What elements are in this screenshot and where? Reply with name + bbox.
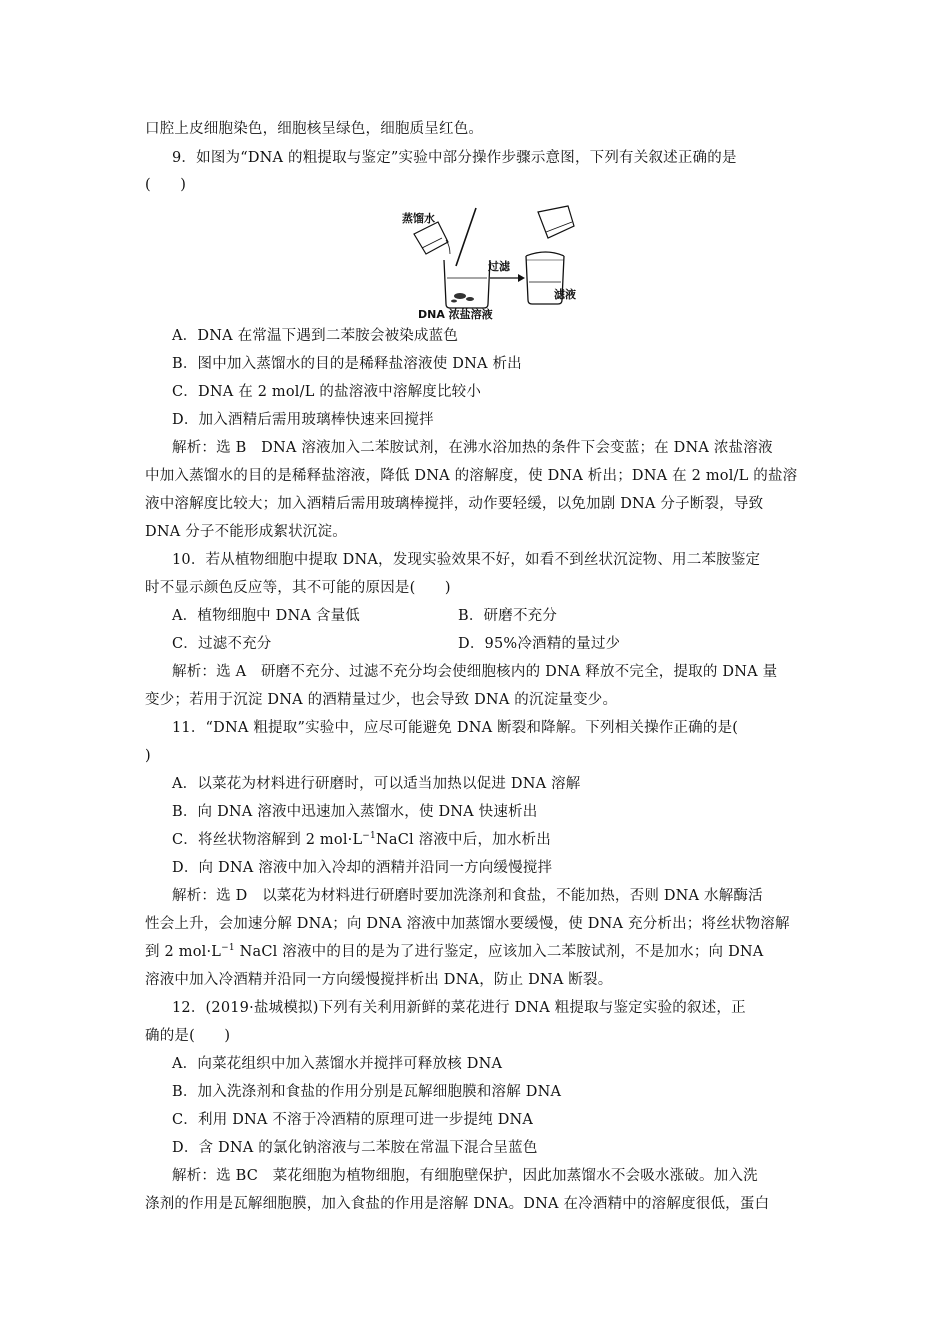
q12-option-a: A．向菜花组织中加入蒸馏水并搅拌可释放核 DNA <box>172 1056 503 1072</box>
q11-option-c-superscript: −1 <box>362 831 376 841</box>
figure-label-water: 蒸馏水 <box>402 212 435 225</box>
q11-analysis-line4: 溶液中加入冷酒精并沿同一方向缓慢搅拌析出 DNA，防止 DNA 断裂。 <box>145 972 613 988</box>
q11-analysis-line2: 性会上升，会加速分解 DNA；向 DNA 溶液中加蒸馏水要缓慢，使 DNA 充分析出；将丝状物溶解 <box>145 916 790 932</box>
q10-analysis-line1: 解析：选 A 研磨不充分、过滤不充分均会使细胞核内的 DNA 释放不完全，提取的 DNA 量 <box>172 664 778 680</box>
q9-stem-line1: 9．如图为“DNA 的粗提取与鉴定”实验中部分操作步骤示意图，下列有关叙述正确的是 <box>172 150 737 166</box>
q11-option-c <box>172 830 551 850</box>
q11-option-d: D．向 DNA 溶液中加入冷却的酒精并沿同一方向缓慢搅拌 <box>172 860 553 876</box>
figure-label-filtrate: 滤液 <box>554 288 576 301</box>
q10-option-b: B．研磨不充分 <box>458 608 558 624</box>
q12-stem-line2: 确的是( ) <box>145 1028 231 1044</box>
q9-analysis-line1: 解析：选 B DNA 溶液加入二苯胺试剂，在沸水浴加热的条件下会变蓝；在 DNA 浓盐溶液 <box>172 440 773 456</box>
intro-line: 口腔上皮细胞染色，细胞核呈绿色，细胞质呈红色。 <box>145 121 484 137</box>
q10-stem-line2: 时不显示颜色反应等，其不可能的原因是( ) <box>145 580 451 596</box>
q11-option-c-text-end: NaCl 溶液中后，加水析出 <box>375 832 551 848</box>
figure-label-filter: 过滤 <box>488 260 510 273</box>
q9-analysis-line3: 液中溶解度比较大；加入酒精后需用玻璃棒搅拌，动作要轻缓，以免加剧 DNA 分子断裂，导致 <box>145 496 764 512</box>
q9-option-b: B．图中加入蒸馏水的目的是稀释盐溶液使 DNA 析出 <box>172 356 522 372</box>
q10-option-c: C．过滤不充分 <box>172 636 272 652</box>
q9-option-c: C．DNA 在 2 mol/L 的盐溶液中溶解度比较小 <box>172 384 482 400</box>
q11-stem-line1: 11．“DNA 粗提取”实验中，应尽可能避免 DNA 断裂和降解。下列相关操作正确的是( <box>172 720 739 736</box>
q11-option-c-text: C．将丝状物溶解到 2 mol·L <box>172 832 363 848</box>
q10-option-a: A．植物细胞中 DNA 含量低 <box>172 608 360 624</box>
q12-option-d: D．含 DNA 的氯化钠溶液与二苯胺在常温下混合呈蓝色 <box>172 1140 538 1156</box>
q11-option-b: B．向 DNA 溶液中迅速加入蒸馏水，使 DNA 快速析出 <box>172 804 538 820</box>
q12-stem-line1: 12．(2019·盐城模拟)下列有关利用新鲜的菜花进行 DNA 粗提取与鉴定实验的叙述，正 <box>172 1000 746 1016</box>
q9-option-a: A．DNA 在常温下遇到二苯胺会被染成蓝色 <box>172 328 459 344</box>
beaker-dna-solution-icon <box>444 260 490 308</box>
q12-analysis-line1: 解析：选 BC 菜花细胞为植物细胞，有细胞壁保护，因此加蒸馏水不会吸水涨破。加入洗 <box>172 1168 758 1184</box>
q9-stem-line2: ( ) <box>145 177 187 193</box>
figure-label-solution: DNA 浓盐溶液 <box>418 308 493 320</box>
q11-stem-line2: ) <box>145 748 151 764</box>
q11-analysis-line3-text-end: NaCl 溶液中的目的是为了进行鉴定，应该加入二苯胺试剂，不是加水；向 DNA <box>234 944 764 960</box>
q11-analysis-superscript: −1 <box>221 943 235 953</box>
q11-analysis-line1: 解析：选 D 以菜花为材料进行研磨时要加洗涤剂和食盐，不能加热，否则 DNA 水解酶活 <box>172 888 763 904</box>
glass-rod-icon <box>456 208 476 266</box>
q11-analysis-line3 <box>145 942 763 962</box>
q12-option-b: B．加入洗涤剂和食盐的作用分别是瓦解细胞膜和溶解 DNA <box>172 1084 562 1100</box>
q9-option-d: D．加入酒精后需用玻璃棒快速来回搅拌 <box>172 412 434 428</box>
q11-analysis-line3-text: 到 2 mol·L <box>145 944 222 960</box>
q12-analysis-line2: 涤剂的作用是瓦解细胞膜，加入食盐的作用是溶解 DNA。DNA 在冷酒精中的溶解度很低，蛋白 <box>145 1196 770 1212</box>
filter-arrow-icon <box>490 274 525 282</box>
pouring-beaker-right-icon <box>538 206 574 238</box>
q10-stem-line1: 10．若从植物细胞中提取 DNA，发现实验效果不好，如看不到丝状沉淀物、用二苯胺鉴定 <box>172 552 761 568</box>
q10-analysis-line2: 变少；若用于沉淀 DNA 的酒精量过少，也会导致 DNA 的沉淀量变少。 <box>145 692 618 708</box>
q9-analysis-line2: 中加入蒸馏水的目的是稀释盐溶液，降低 DNA 的溶解度，使 DNA 析出；DNA 在 2 mol/L 的盐溶 <box>145 468 798 484</box>
q10-option-d: D．95%冷酒精的量过少 <box>458 636 621 652</box>
q11-option-a: A．以菜花为材料进行研磨时，可以适当加热以促进 DNA 溶解 <box>172 776 581 792</box>
dna-extraction-figure <box>398 204 598 320</box>
q12-option-c: C．利用 DNA 不溶于冷酒精的原理可进一步提纯 DNA <box>172 1112 534 1128</box>
q9-analysis-line4: DNA 分子不能形成絮状沉淀。 <box>145 524 347 540</box>
pouring-beaker-left-icon <box>414 222 450 254</box>
